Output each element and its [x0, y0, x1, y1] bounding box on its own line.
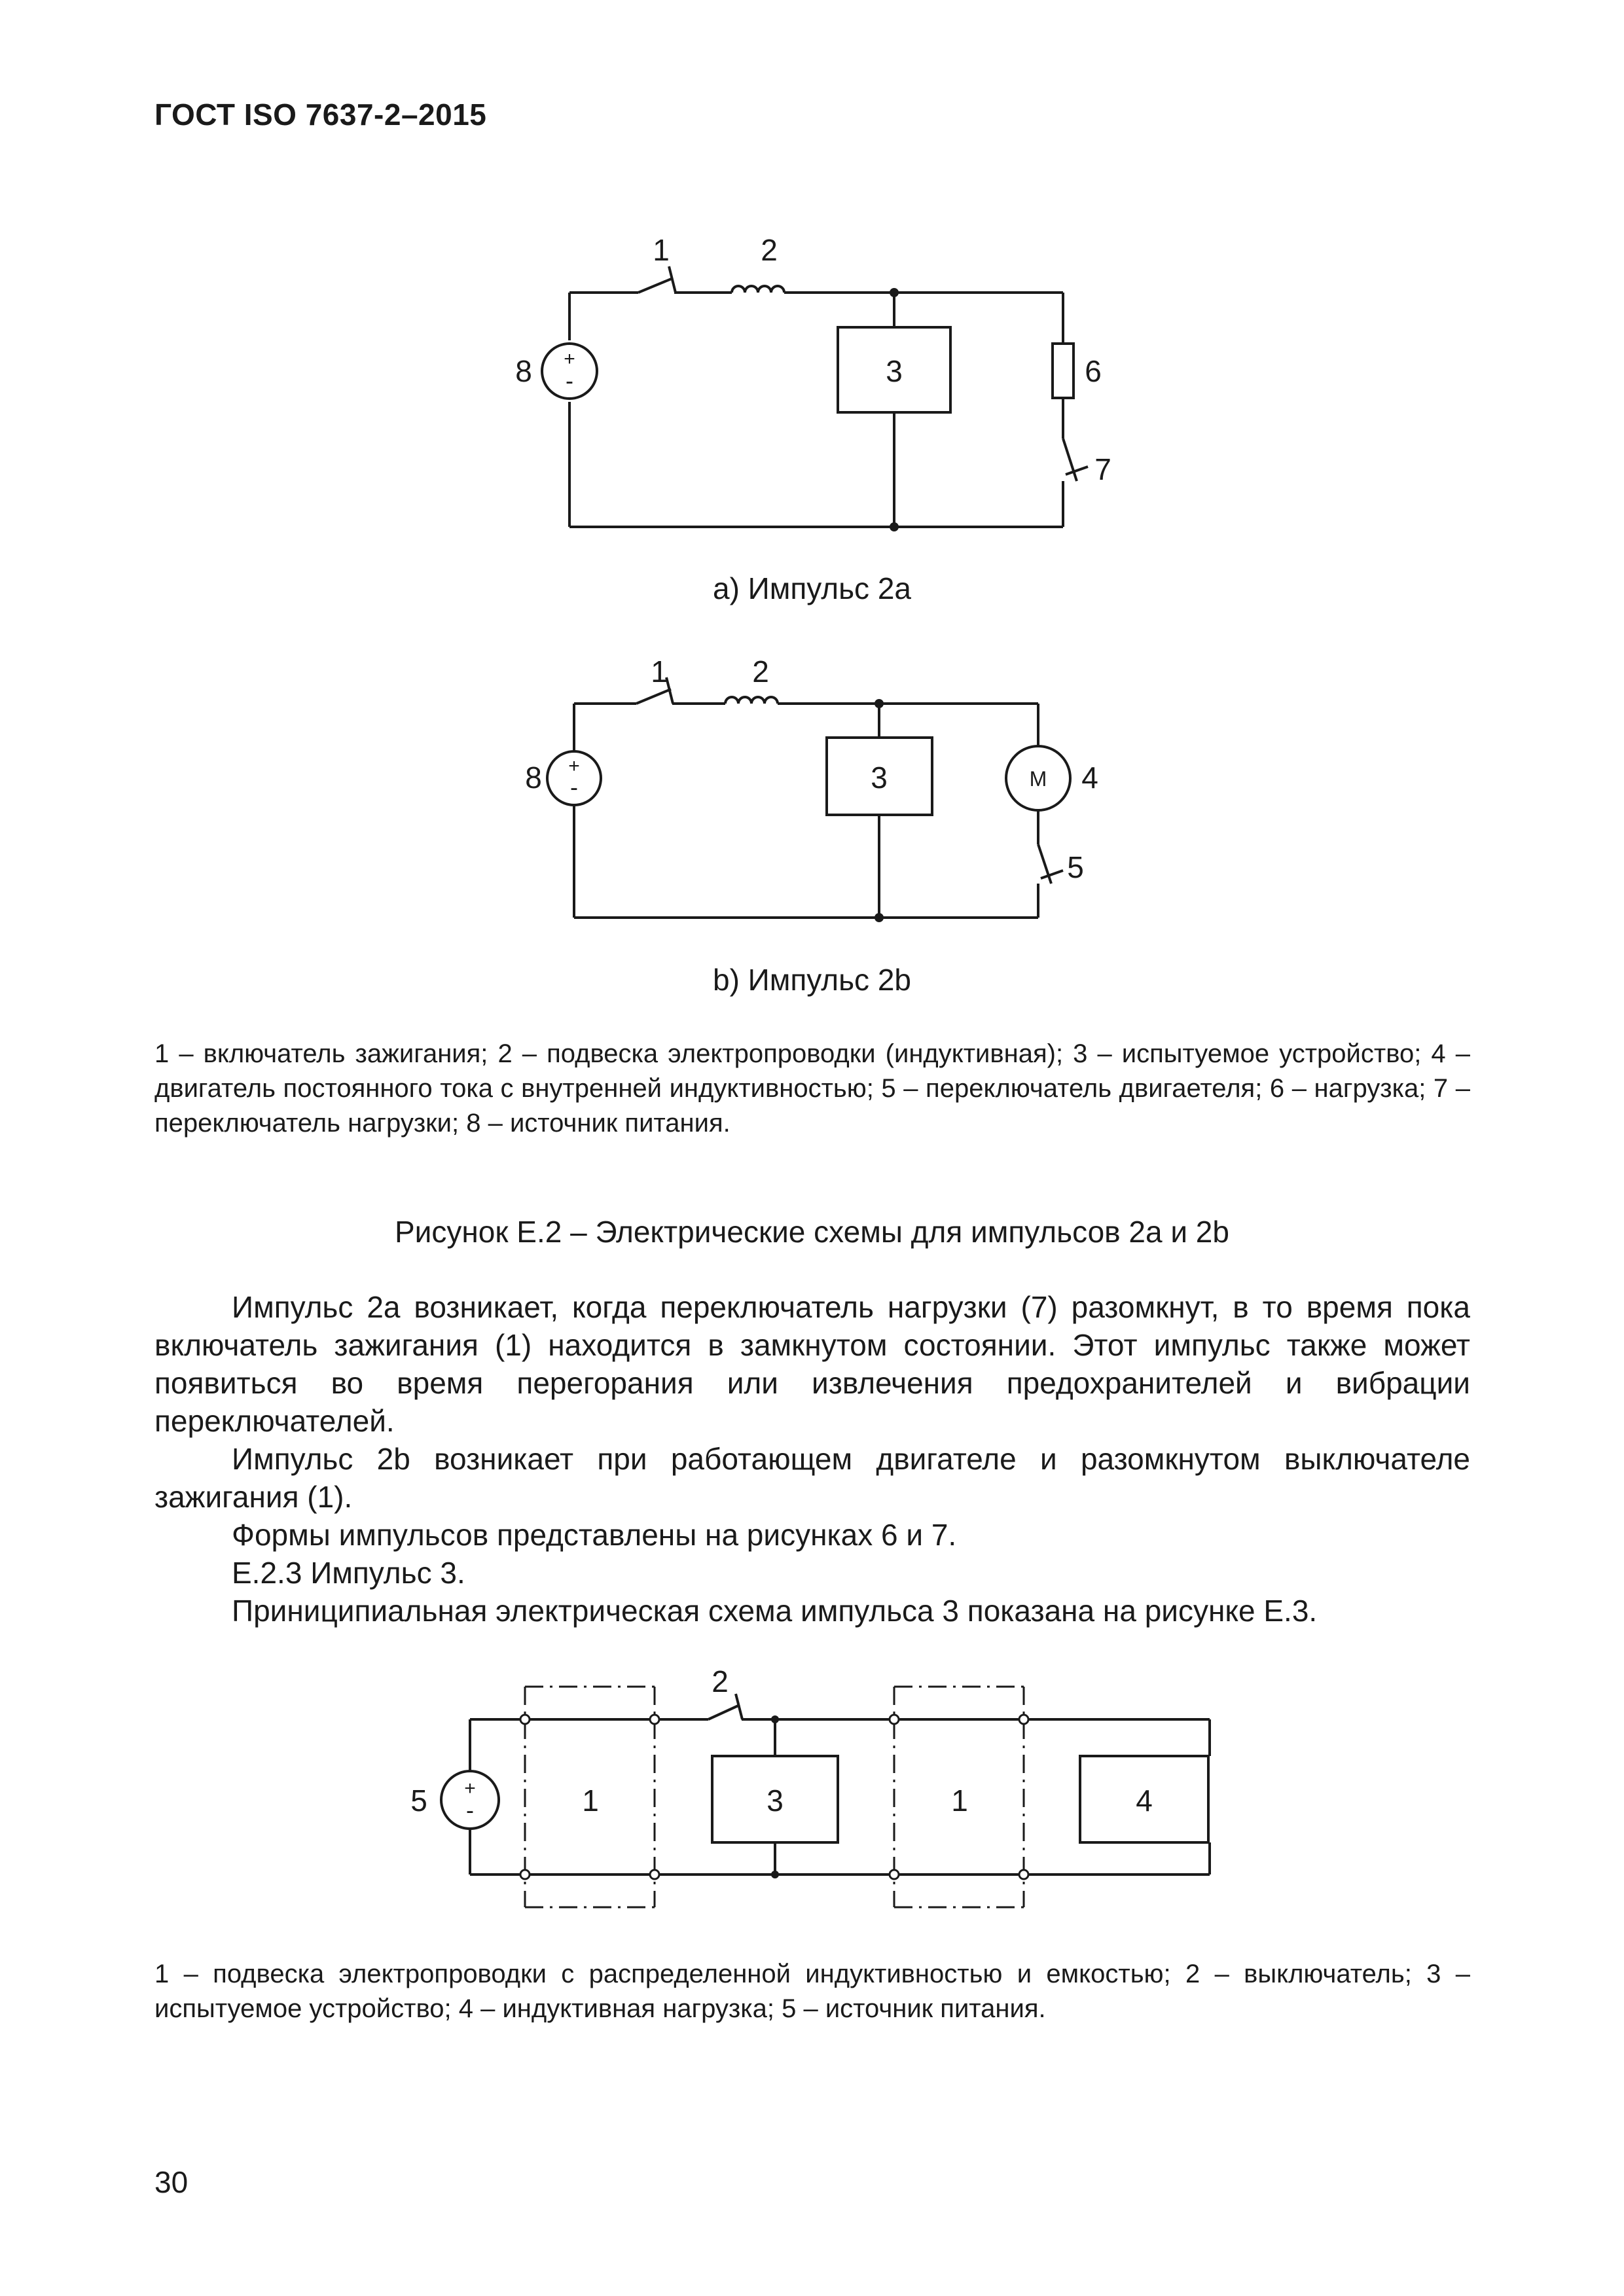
label-inductor-2: 2: [761, 233, 778, 267]
label-inductor-2: 2: [752, 655, 769, 689]
figure-e3-legend: 1 – подвеска электропроводки с распределенной индуктивностью и емкостью; 2 – выключатель; 3 – испытуемое устройство; 4 – индуктивная нагрузка; 5 – источник питания.: [154, 1960, 1470, 2023]
paragraph-pulse-3: Приниципиальная электрическая схема импульса 3 показана на рисунке Е.3.: [232, 1594, 1318, 1628]
label-source-5: 5: [410, 1784, 427, 1818]
label-harness-1b: 1: [951, 1784, 968, 1818]
svg-text:-: -: [566, 367, 573, 394]
svg-text:+: +: [564, 348, 575, 370]
ignition-switch-1-blade: [636, 689, 671, 704]
svg-text:-: -: [466, 1797, 474, 1823]
figure-e2-legend: 1 – включатель зажигания; 2 – подвеска электропроводки (индуктивная); 3 – испытуемое устройство; 4 – двигатель постоянного тока с внутренней индуктивностью; 5 – переключатель двигаетеля; 6 – нагрузка; 7 – переключатель нагрузки; 8 – источник питания.: [154, 1039, 1470, 1138]
ignition-switch-1-blade: [638, 278, 673, 293]
paragraph-pulse-2a: Импульс 2a возникает, когда переключатель нагрузки (7) разомкнут, в то время пока включатель зажигания (1) находится в замкнутом состоянии. Этот импульс также может появиться во время перегорания или извлечения предохранителей и вибрации переключателей.: [154, 1290, 1470, 1438]
label-dut-3: 3: [871, 761, 888, 795]
page-number: 30: [154, 2165, 189, 2199]
inductor-2: [725, 697, 778, 704]
switch-2-blade: [708, 1705, 740, 1719]
figure-b-caption: b) Импульс 2b: [712, 963, 912, 997]
label-source-8: 8: [525, 761, 542, 795]
svg-text:+: +: [568, 755, 580, 777]
label-motor-4: 4: [1081, 761, 1098, 795]
svg-text:-: -: [570, 774, 578, 800]
paragraph-pulse-forms: Формы импульсов представлены на рисунках 6 и 7.: [232, 1518, 957, 1552]
inductor-2: [732, 286, 784, 293]
figure-e2-caption: Рисунок Е.2 – Электрические схемы для импульсов 2a и 2b: [395, 1215, 1229, 1249]
document-header: ГОСТ ISO 7637-2–2015: [154, 98, 487, 132]
svg-text:+: +: [464, 1778, 476, 1799]
load-resistor-6: [1053, 344, 1074, 398]
section-heading-e23: Е.2.3 Импульс 3.: [232, 1556, 465, 1590]
label-dut-3: 3: [767, 1784, 784, 1818]
label-switch-2: 2: [712, 1664, 729, 1698]
motor-symbol: M: [1029, 767, 1047, 791]
paragraph-pulse-2b: Импульс 2b возникает при работающем двигателе и разомкнутом выключателе зажигания (1).: [154, 1442, 1470, 1514]
circuit-diagram-2b: [504, 645, 1159, 933]
label-switch-1: 1: [651, 655, 668, 689]
load-switch-7-blade: [1063, 439, 1077, 481]
label-dut-3: 3: [886, 354, 903, 388]
circuit-diagram-2a: [504, 229, 1159, 537]
label-harness-1a: 1: [582, 1784, 599, 1818]
circuit-diagram-e3: [393, 1656, 1244, 1931]
label-load-4: 4: [1136, 1784, 1153, 1818]
label-motor-switch-5: 5: [1067, 850, 1084, 884]
label-source-8: 8: [515, 354, 532, 388]
label-load-6: 6: [1085, 354, 1102, 388]
figure-a-caption: a) Импульс 2a: [712, 571, 912, 605]
label-load-switch-7: 7: [1094, 452, 1111, 486]
label-switch-1: 1: [653, 233, 670, 267]
